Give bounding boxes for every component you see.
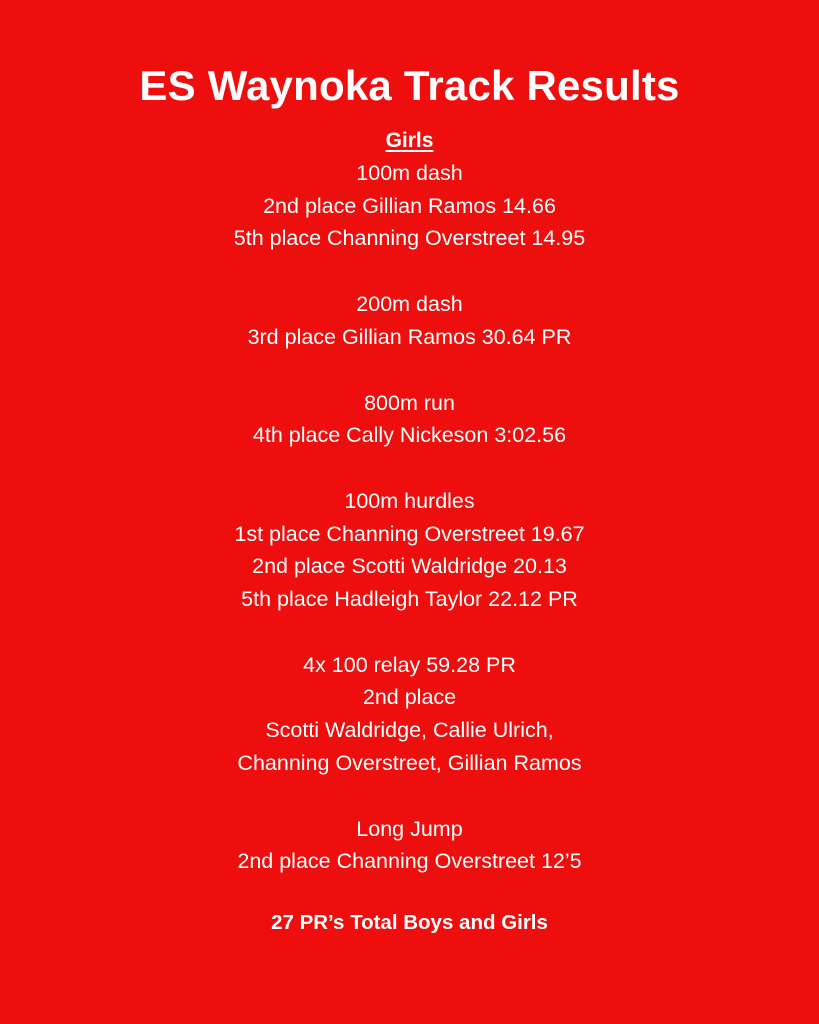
page-title: ES Waynoka Track Results — [139, 62, 680, 109]
result-line: 5th place Hadleigh Taylor 22.12 PR — [241, 587, 578, 612]
result-line: Channing Overstreet, Gillian Ramos — [237, 750, 582, 775]
result-line: 2nd place Gillian Ramos 14.66 — [263, 193, 556, 218]
event-name: 800m run — [364, 390, 455, 415]
event-name: 200m dash — [356, 292, 463, 317]
event-name: 100m hurdles — [344, 488, 475, 513]
pr-total-summary: 27 PR’s Total Boys and Girls — [271, 911, 548, 934]
result-line: 1st place Channing Overstreet 19.67 — [234, 521, 585, 546]
result-line: 2nd place Scotti Waldridge 20.13 — [252, 554, 567, 579]
result-line: 5th place Channing Overstreet 14.95 — [233, 226, 586, 251]
event-name: Long Jump — [356, 816, 463, 841]
result-line: 2nd place Channing Overstreet 12’5 — [237, 849, 582, 874]
event-name: 100m dash — [356, 161, 463, 185]
result-line: 2nd place — [362, 685, 457, 710]
event-800m-run — [0, 387, 819, 452]
result-line: Scotti Waldridge, Callie Ulrich, — [265, 718, 554, 743]
event-100m-dash — [0, 157, 819, 255]
result-line: 3rd place Gillian Ramos 30.64 PR — [247, 324, 572, 349]
result-line: 4th place Cally Nickeson 3:02.56 — [252, 423, 567, 448]
event-name: 4x 100 relay 59.28 PR — [303, 652, 516, 677]
event-200m-dash — [0, 288, 819, 353]
section-heading-girls: Girls — [385, 129, 434, 152]
event-4x100-relay — [0, 649, 819, 780]
event-list — [0, 157, 819, 911]
event-100m-hurdles — [0, 485, 819, 616]
event-long-jump — [0, 813, 819, 878]
